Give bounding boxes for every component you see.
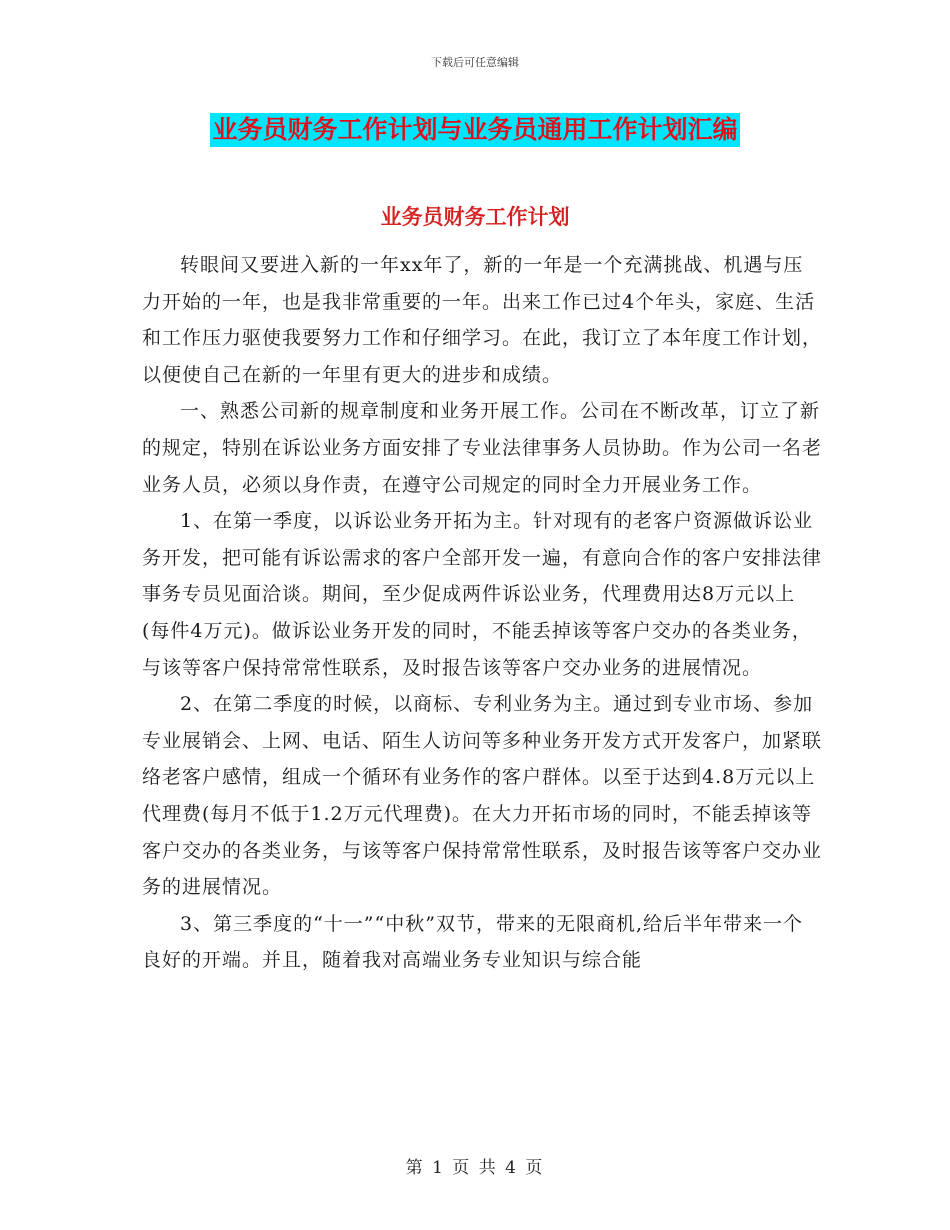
page-header-note: 下载后可任意编辑 xyxy=(431,56,519,69)
paragraph: 一、熟悉公司新的规章制度和业务开展工作。公司在不断改革，订立了新的规定，特别在诉讼业务方面安排了专业法律事务人员协助。作为公司一名老业务人员，必须以身作责，在遵守公司规定的同时全力开展业务工作。 xyxy=(142,400,823,496)
paragraph: 转眼间又要进入新的一年xx年了，新的一年是一个充满挑战、机遇与压力开始的一年，也是我非常重要的一年。出来工作已过4个年头，家庭、生活和工作压力驱使我要努力工作和仔细学习。在此，我订立了本年度工作计划，以便使自己在新的一年里有更大的进步和成绩。 xyxy=(142,254,823,386)
paragraph: 1、在第一季度，以诉讼业务开拓为主。针对现有的老客户资源做诉讼业务开发，把可能有诉讼需求的客户全部开发一遍，有意向合作的客户安排法律事务专员见面洽谈。期间，至少促成两件诉讼业务，代理费用达8万元以上(每件4万元)。做诉讼业务开发的同时，不能丢掉该等客户交办的各类业务，与该等客户保持常常性联系，及时报告该等客户交办业务的进展情况。 xyxy=(142,510,823,679)
main-title-container xyxy=(0,113,950,147)
paragraph: 3、第三季度的“十一”“中秋”双节，带来的无限商机,给后半年带来一个良好的开端。并且，随着我对高端业务专业知识与综合能 xyxy=(142,912,803,972)
main-title: 业务员财务工作计划与业务员通用工作计划汇编 xyxy=(210,113,739,147)
section-title: 业务员财务工作计划 xyxy=(380,205,570,229)
paragraph: 2、在第二季度的时候，以商标、专利业务为主。通过到专业市场、参加专业展销会、上网、电话、陌生人访问等多种业务开发方式开发客户，加紧联络老客户感情，组成一个循环有业务作的客户群体。以至于达到4.8万元以上代理费(每月不低于1.2万元代理费)。在大力开拓市场的同时，不能丢掉该等客户交办的各类业务，与该等客户保持常常性联系，及时报告该等客户交办业务的进展情况。 xyxy=(142,693,823,899)
page-number-footer: 第 1 页 共 4 页 xyxy=(405,1158,545,1178)
document-body xyxy=(142,247,822,979)
